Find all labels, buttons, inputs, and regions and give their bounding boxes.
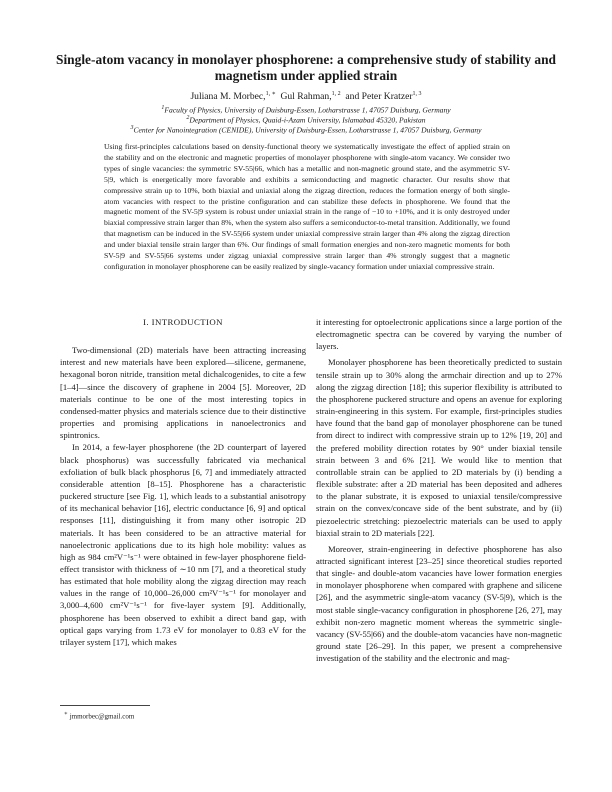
affiliation-marker: 3 bbox=[130, 125, 134, 131]
affiliation-marker: 2 bbox=[186, 115, 190, 121]
author-affiliation-marker: 1, ∗ bbox=[265, 91, 276, 97]
right-column bbox=[316, 316, 562, 664]
affiliation-marker: 1 bbox=[161, 105, 165, 111]
author-name: Juliana M. Morbec, bbox=[190, 91, 266, 103]
author-name: and Peter Kratzer bbox=[345, 91, 413, 103]
author-affiliation-marker: 1, 3 bbox=[412, 91, 422, 97]
left-column bbox=[60, 316, 306, 648]
abstract: Using first-principles calculations based on density-functional theory we systematically investigate the effect of applied strain on the stability and on the electronic and magnetic properties of monolayer phosphorene with single-atom vacancy. We consider two types of single vacancies: the symmetric SV-55|66, which has a metallic and non-magnetic ground state, and the asymmetric SV-5|9, which is energetically more favorable and exhibits a semiconducting and magnetic character. Our results show that compressive strain up to 10%, both biaxial and uniaxial along the zigzag direction, reduces the formation energy of both single-atom vacancies with respect to the pristine configuration and can stabilize these defects in phosphorene. We found that the magnetic moment of the SV-5|9 system is robust under uniaxial strain in the range of −10 to +10%, and it is only destroyed under biaxial compressive strain larger than 8%, when the system also suffers a semiconductor-to-metal transition. Additionally, we found that magnetism can be induced in the SV-55|66 system under uniaxial compressive strain larger than 4% along the zigzag direction and under biaxial tensile strain larger than 6%. Our findings of small formation energies and non-zero magnetic moments for both SV-5|9 and SV-55|66 systems under zigzag uniaxial compressive strain larger than 4% strongly suggest that a magnetic configuration in monolayer phosphorene can be easily realized by single-vacancy formation under uniaxial compressive strain. bbox=[104, 142, 510, 271]
body-paragraph-continuation: it interesting for optoelectronic applications since a large portion of the electromagnetic spectra can be covered by varying the number of layers. bbox=[316, 317, 562, 352]
author-affiliation-marker: 1, 2 bbox=[331, 91, 341, 97]
footnote bbox=[64, 711, 134, 720]
author-name: Gul Rahman, bbox=[280, 91, 332, 103]
body-paragraph: Moreover, strain-engineering in defective phosphorene has also attracted significant interest [23–25] since theoretical studies reported that single- and double-atom vacancies have lower formation energies in monolayer phosphorene when compared with graphene and silicene [26], and the asymmetric single-atom vacancy (SV-5|9), which is the most stable single-vacancy configuration in phosphorene [26, 27], may exhibit non-zero magnetic moment whereas the symmetric single-vacancy (SV-55|66) and the double-atom vacancies have non-magnetic ground state [26–29]. In this paper, we present a comprehensive investigation of the stability and the electronic and mag- bbox=[316, 543, 562, 664]
body-paragraph: In 2014, a few-layer phosphorene (the 2D counterpart of layered black phosphorus) was successfully fabricated via mechanical exfoliation of bulk black phosphorus [6, 7] and immediately attracted considerable attention [8–15]. Phosphorene has a characteristic puckered structure [see Fig. 1], which leads to a substantial anisotropy of its mechanical behavior [16], electric conductance [6, 9] and optical responses [11], distinguishing it from many other isotropic 2D materials. It has been considered to be an attractive material for nanoelectronic applications due to its high hole mobility: values as high as 984 cm²V⁻¹s⁻¹ were obtained in few-layer phosphorene field-effect transistor with thickness of ∼10 nm [7], and a theoretical study has estimated that hole mobility along the zigzag direction may reach values in the range of 10,000–26,000 cm²V⁻¹s⁻¹ for monolayer and 3,000–4,600 cm²V⁻¹s⁻¹ for five-layer system [9]. Additionally, phosphorene has been observed to exhibit a direct band gap, with optical gaps varying from 1.73 eV for monolayer to 0.83 eV for the trilayer system [17], which makes bbox=[60, 442, 306, 647]
paper-title: Single-atom vacancy in monolayer phosphorene: a comprehensive study of stability and magnetism under applied strain bbox=[56, 52, 556, 83]
affiliation-text: Department of Physics, Quaid-i-Azam University, Islamabad 45320, Pakistan bbox=[189, 115, 426, 125]
body-paragraph: Two-dimensional (2D) materials have been attracting increasing interest and new materials have been explored—silicene, germanene, hexagonal boron nitride, transition metal dichalcogenides, to cite a few [1–4]—since the discovery of graphene in 2004 [5]. Moreover, 2D materials continue to be one of the most interesting topics in condensed-matter physics and materials science due to their distinctive properties and promising applications in nanoelectronics and spintronics. bbox=[60, 345, 306, 441]
affiliation-text: Center for Nanointegration (CENIDE), University of Duisburg-Essen, Lotharstrasse 1, 47057 Duisburg, Germany bbox=[133, 125, 482, 135]
affiliation bbox=[40, 123, 572, 136]
author-list bbox=[52, 90, 560, 102]
footnote-marker: ∗ bbox=[64, 711, 68, 717]
affiliation-text: Faculty of Physics, University of Duisburg-Essen, Lotharstrasse 1, 47057 Duisburg, Germany bbox=[164, 105, 451, 115]
corresponding-email[interactable]: jmmorbec@gmail.com bbox=[69, 712, 135, 721]
section-heading-introduction: I. INTRODUCTION bbox=[143, 317, 223, 327]
footnote-rule bbox=[60, 705, 150, 706]
body-paragraph: Monolayer phosphorene has been theoretically predicted to sustain tensile strain up to 30% along the armchair direction and up to 27% along the zigzag direction [18]; this superior flexibility is attributed to the phosphorene puckered structure and opens an avenue for exploring strain-engineering in this system. For example, first-principles studies have found that the band gap of monolayer phosphorene can be tuned from direct to indirect with compressive strain up to 12% [19, 20] and the prefered mobility direction rotates by 90° under biaxial tensile strain between 3 and 6% [21]. We would like to mention that controllable strain can be applied to 2D materials by (i) bending a flexible substrate: after a 2D material has been deposited and adheres to the planar substrate, it is exposed to uniaxial tensile/compressive strain on the convex/concave side of the bent substrate, and by (ii) piezoelectric stretching: piezoelectric materials can be used to apply biaxial strain to 2D materials [22]. bbox=[316, 357, 562, 538]
